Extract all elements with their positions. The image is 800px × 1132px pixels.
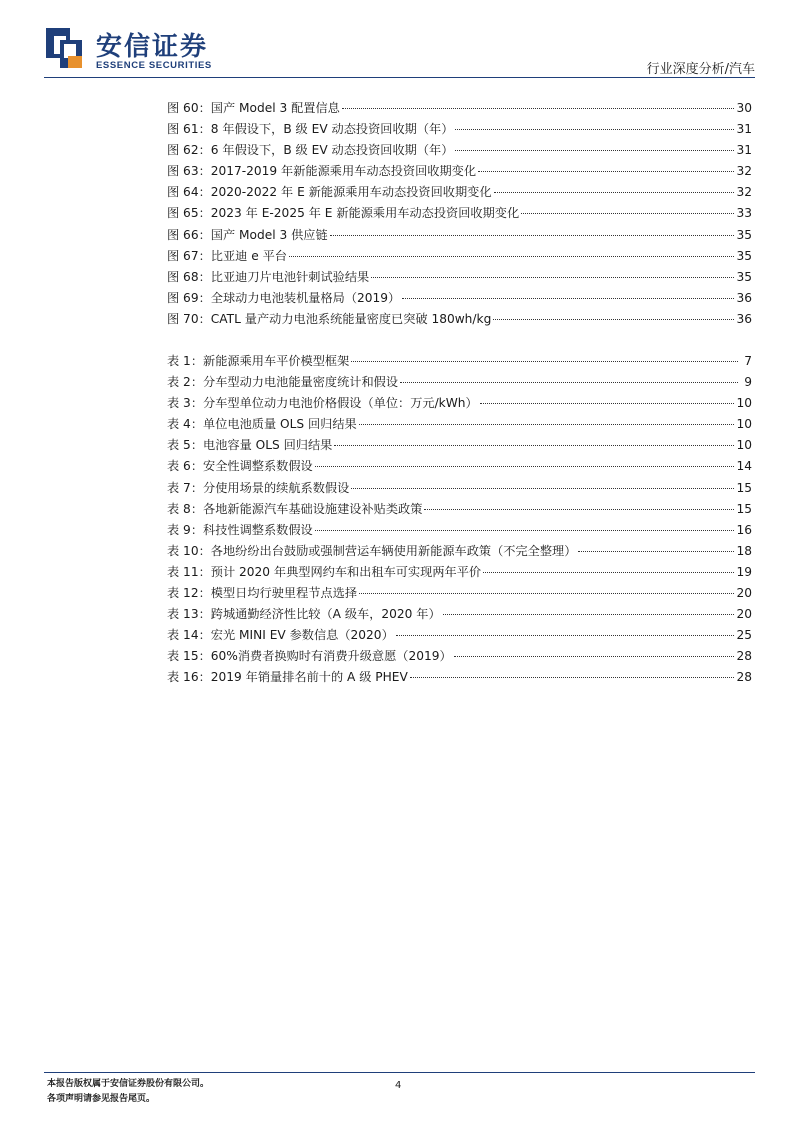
header-divider — [44, 77, 755, 78]
dot-leader — [359, 424, 735, 425]
table-entry-page: 20 — [736, 607, 752, 622]
dot-leader — [454, 656, 735, 657]
brand-name-en: ESSENCE SECURITIES — [96, 60, 212, 71]
figure-entry-page: 36 — [736, 290, 752, 305]
figure-entry-label: 图 68：比亚迪刀片电池针刺试验结果 — [167, 269, 370, 284]
table-entry-page: 10 — [736, 438, 752, 453]
table-entry-page: 10 — [736, 417, 752, 432]
table-entry-label: 表 6：安全性调整系数假设 — [167, 459, 313, 474]
dot-leader — [455, 150, 734, 151]
dot-leader — [493, 319, 734, 320]
figure-entry-page: 30 — [736, 101, 752, 115]
table-entry-label: 表 1：新能源乘用车平价模型框架 — [167, 354, 350, 368]
figure-entry-page: 35 — [736, 248, 752, 263]
table-entry-label: 表 8：各地新能源汽车基础设施建设补贴类政策 — [167, 501, 423, 516]
dot-leader — [443, 614, 735, 615]
dot-leader — [371, 277, 734, 278]
figure-entry-label: 图 70：CATL 量产动力电池系统能量密度已突破 180wh/kg — [167, 311, 492, 326]
figure-entry-page: 31 — [736, 122, 752, 137]
table-entry[interactable] — [167, 604, 752, 625]
figure-entry[interactable] — [167, 267, 752, 288]
report-section: 行业深度分析/汽车 — [646, 62, 755, 77]
figure-entry-label: 图 65：2023 年 E-2025 年 E 新能源乘用车动态投资回收期变化 — [167, 206, 520, 221]
table-entry[interactable] — [167, 456, 752, 477]
table-entry-label: 表 12：模型日均行驶里程节点选择 — [167, 586, 358, 601]
table-entry-page: 7 — [744, 354, 752, 368]
dot-leader — [289, 256, 735, 257]
table-entry-page: 28 — [736, 649, 752, 664]
table-entry-page: 25 — [736, 628, 752, 643]
dot-leader — [424, 509, 734, 510]
dot-leader — [396, 635, 735, 636]
table-entry[interactable] — [167, 541, 752, 562]
figure-entry-label: 图 67：比亚迪 e 平台 — [167, 248, 287, 263]
footer-copyright: 本报告版权属于安信证券股份有限公司。 — [47, 1079, 210, 1089]
table-entry-label: 表 9：科技性调整系数假设 — [167, 522, 313, 537]
figure-entry[interactable] — [167, 98, 752, 119]
table-entry[interactable] — [167, 499, 752, 520]
figure-entry[interactable] — [167, 309, 752, 330]
figure-entry-label: 图 61：8 年假设下，B 级 EV 动态投资回收期（年） — [167, 122, 454, 137]
table-entry[interactable] — [167, 478, 752, 499]
table-entry[interactable] — [167, 351, 752, 372]
dot-leader — [400, 382, 738, 383]
table-entry[interactable] — [167, 583, 752, 604]
table-entry-page: 15 — [736, 480, 752, 495]
figure-entry-page: 36 — [736, 311, 752, 326]
dot-leader — [494, 192, 735, 193]
table-entry[interactable] — [167, 646, 752, 667]
brand-name-cn: 安信证券 — [96, 32, 209, 62]
figure-entry-label: 图 64：2020-2022 年 E 新能源乘用车动态投资回收期变化 — [167, 185, 492, 200]
table-entry-label: 表 11：预计 2020 年典型网约车和出租车可实现两年平价 — [167, 564, 482, 579]
figure-entry-label: 图 60：国产 Model 3 配置信息 — [167, 101, 340, 115]
table-entry[interactable] — [167, 667, 752, 688]
table-entry-label: 表 3：分车型单位动力电池价格假设（单位：万元/kWh） — [167, 396, 478, 411]
table-entry-page: 18 — [736, 543, 752, 558]
figure-entry[interactable] — [167, 161, 752, 182]
table-entry-label: 表 10：各地纷纷出台鼓励或强制营运车辆使用新能源车政策（不完全整理） — [167, 543, 577, 558]
table-entry[interactable] — [167, 372, 752, 393]
table-entry-page: 28 — [736, 670, 752, 685]
dot-leader — [315, 466, 735, 467]
table-index — [167, 351, 752, 689]
dot-leader — [521, 213, 734, 214]
table-entry-label: 表 16：2019 年销量排名前十的 A 级 PHEV — [167, 670, 408, 685]
figure-entry-label: 图 62：6 年假设下，B 级 EV 动态投资回收期（年） — [167, 143, 454, 158]
table-entry-label: 表 7：分使用场景的续航系数假设 — [167, 480, 350, 495]
table-entry-label: 表 2：分车型动力电池能量密度统计和假设 — [167, 375, 399, 390]
figure-entry-page: 32 — [736, 164, 752, 179]
company-logo — [44, 26, 244, 74]
table-entry-page: 15 — [736, 501, 752, 516]
table-entry-label: 表 4：单位电池质量 OLS 回归结果 — [167, 417, 357, 432]
table-entry-label: 表 15：60%消费者换购时有消费升级意愿（2019） — [167, 649, 452, 664]
dot-leader — [351, 361, 738, 362]
table-entry[interactable] — [167, 520, 752, 541]
dot-leader — [410, 677, 735, 678]
figure-entry[interactable] — [167, 203, 752, 224]
table-entry-page: 19 — [736, 564, 752, 579]
figure-entry-page: 33 — [736, 206, 752, 221]
figure-entry-page: 35 — [736, 227, 752, 242]
figure-entry[interactable] — [167, 288, 752, 309]
table-entry-page: 16 — [736, 522, 752, 537]
dot-leader — [359, 593, 734, 594]
table-entry[interactable] — [167, 435, 752, 456]
figure-entry-label: 图 69：全球动力电池装机量格局（2019） — [167, 290, 401, 305]
figure-entry[interactable] — [167, 140, 752, 161]
footer-disclaimer — [47, 1077, 209, 1107]
figure-entry-page: 31 — [736, 143, 752, 158]
figure-entry[interactable] — [167, 182, 752, 203]
figure-entry-page: 35 — [736, 269, 752, 284]
dot-leader — [334, 445, 734, 446]
figure-entry-label: 图 63：2017-2019 年新能源乘用车动态投资回收期变化 — [167, 164, 477, 179]
table-entry[interactable] — [167, 562, 752, 583]
footer-notice: 各项声明请参见报告尾页。 — [47, 1094, 156, 1104]
table-entry[interactable] — [167, 393, 752, 414]
logo-mark-icon — [44, 26, 84, 70]
figure-entry-page: 32 — [736, 185, 752, 200]
figure-entry-label: 图 66：国产 Model 3 供应链 — [167, 227, 328, 242]
table-entry-page: 20 — [736, 586, 752, 601]
footer-divider — [44, 1072, 755, 1073]
table-entry-page: 9 — [744, 375, 752, 390]
page-number: 4 — [395, 1080, 402, 1091]
table-entry-label: 表 5：电池容量 OLS 回归结果 — [167, 438, 333, 453]
table-entry-page: 14 — [736, 459, 752, 474]
dot-leader — [478, 171, 734, 172]
table-entry[interactable] — [167, 625, 752, 646]
figure-entry[interactable] — [167, 246, 752, 267]
dot-leader — [342, 108, 735, 109]
table-entry-page: 10 — [736, 396, 752, 411]
figure-entry[interactable] — [167, 119, 752, 140]
table-entry-label: 表 14：宏光 MINI EV 参数信息（2020） — [167, 628, 394, 643]
dot-leader — [330, 235, 735, 236]
dot-leader — [455, 129, 734, 130]
figure-entry[interactable] — [167, 225, 752, 246]
dot-leader — [315, 530, 735, 531]
table-entry-label: 表 13：跨城通勤经济性比较（A 级车，2020 年） — [167, 607, 441, 622]
table-entry[interactable] — [167, 414, 752, 435]
dot-leader — [578, 551, 734, 552]
figure-index — [167, 98, 752, 330]
dot-leader — [480, 403, 735, 404]
dot-leader — [483, 572, 734, 573]
dot-leader — [351, 488, 734, 489]
dot-leader — [402, 298, 734, 299]
